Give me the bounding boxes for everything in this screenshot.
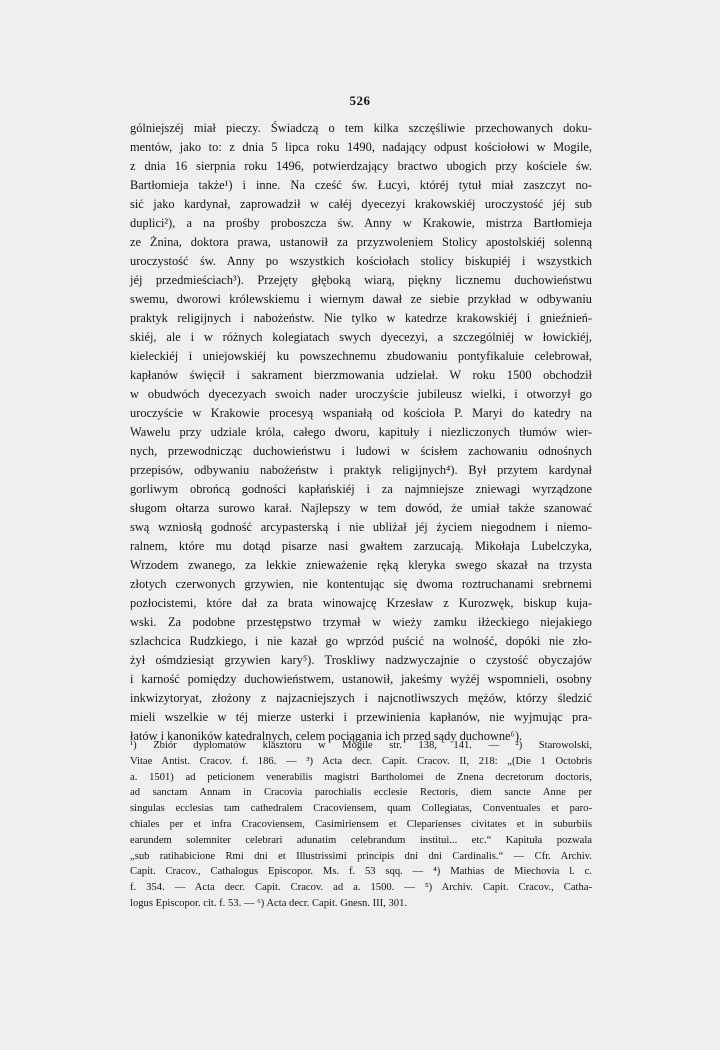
text-line: uroczyście w Krakowie procesyą wspaniałą od kościoła P. Maryi do katedry na	[130, 406, 592, 420]
footnote-line: Capit. Cracov., Cathalogus Episcopor. Ms. f. 53 sqq. — ⁴) Mathias de Miechovia l. c.	[130, 866, 592, 878]
footnote-line: „sub ratihabicione Rmi dni et Illustrissimi principis dni dni Cardinalis.“ — Cfr. Archiv.	[130, 850, 592, 862]
footnote-line: ¹) Zbiór dyplomatów klasztoru w Mogile str. 138, 141. — ²) Starowolski,	[130, 740, 592, 751]
text-line: żył ośmdziesiąt grzywien kary⁵). Troskliwy nadzwyczajnie o czystość obyczajów	[130, 653, 592, 667]
footnote-line: f. 354. — Acta decr. Capit. Cracov. ad a. 1500. — ⁵) Archiv. Capit. Cracov., Catha-	[130, 882, 592, 894]
text-line: mieli wszelkie w téj mierze usterki i przewinienia kapłanów, nie wyjmując pra-	[130, 710, 592, 724]
footnote-line: singulas ecclesias tam cathedralem Cracoviensem, quam Collegiatas, Conventuales et paro-	[130, 803, 592, 815]
text-line: ralnem, które mu dotąd pisarze nasi gwałtem zarzucają. Mikołaja Lubelczyka,	[130, 539, 592, 553]
footnotes	[130, 738, 592, 912]
text-line: skiéj, ale i w różnych kolegiatach swych dyecezyi, a szczególniéj w łowickiéj,	[130, 330, 592, 344]
text-line: jéj przedmieściach³). Przejęty głęboką wiarą, piękny licznemu duchowieństwu	[130, 273, 592, 287]
text-line: złotych czerwonych grzywien, nie kontentując się dwoma roztruchanami srebrnemi	[130, 577, 592, 591]
text-line: swą wzniosłą godność arcypasterską i nie ubliżał jéj życiem niegodnem i niemo-	[130, 520, 592, 534]
text-line: ze Żnina, doktora prawa, ustanowił za przyzwoleniem Stolicy apostolskiéj solenną	[130, 235, 592, 249]
footnote-line: Vitae Antist. Cracov. f. 186. — ³) Acta decr. Capit. Cracov. II, 218: „(Die 1 Octobris	[130, 755, 592, 767]
text-line: kapłanów święcił i sakrament bierzmowania udzielał. W roku 1500 obchodził	[130, 368, 592, 382]
text-line: mentów, jako to: z dnia 5 lipca roku 1490, nadający odpust kościołowi w Mogile,	[130, 140, 592, 154]
text-line: swemu, dworowi królewskiemu i wiernym dawał ze siebie przykład w odbywaniu	[130, 292, 592, 306]
text-line: i karność pomiędzy duchowieństwem, ustanowił, jakeśmy wyżéj wspomnieli, osobny	[130, 672, 592, 686]
footnote-line: logus Episcopor. cit. f. 53. — ⁶) Acta decr. Capit. Gnesn. III, 301.	[130, 897, 408, 909]
main-text	[130, 119, 592, 746]
footnote-line: ad sanctam Annam in Cracovia parochialis ecclesie Rectoris, diem sancte Anne per	[130, 787, 592, 799]
text-line: Wawelu przy udziale króla, całego dworu, kapituły i niezliczonych tłumów wier-	[130, 425, 592, 439]
text-line: sić jako kardynał, zaprowadził w całéj dyecezyi krakowskiéj uroczystość jéj sub	[130, 197, 592, 211]
text-line: duplici²), a na prośby proboszcza św. Anny w Krakowie, mistrza Bartłomieja	[130, 216, 592, 230]
text-line: z dnia 16 sierpnia roku 1496, potwierdzający bractwo ubogich przy kościele św.	[130, 159, 592, 173]
text-line: łatów i kanoników katedralnych, celem pociągania ich przed sądy duchowne⁶).	[130, 729, 523, 743]
text-line: gólniejszéj miał pieczy. Świadczą o tem kilka szczęśliwie przechowanych doku-	[130, 121, 592, 135]
footnote-line: a. 1501) ad peticionem venerabilis magistri Bartholomei de Znena decretorum doctoris,	[130, 771, 592, 783]
text-line: Wrzodem zwanego, za lekkie znieważenie ręką kleryka swego skazał na trzysta	[130, 558, 592, 572]
text-line: kieleckiéj i uniejowskiéj ku powszechnemu zbudowaniu pontyfikaluie celebrował,	[130, 349, 592, 363]
text-line: inkwizytoryat, złożony z najzacniejszych i najcnotliwszych mężów, którzy śledzić	[130, 691, 592, 705]
footnote-line: earundem solemniter celebrari adunatim celebrandum institui... etc.“ Kapituła pozwala	[130, 834, 592, 846]
text-line: uroczystość św. Anny po wszystkich kościołach stolicy biskupiéj i wszystkich	[130, 254, 592, 268]
text-line: przepisów, odbywaniu nabożeństw i praktyk religijnych⁴). Był przytem kardynał	[130, 463, 592, 477]
text-line: praktyk religijnych i nabożeństw. Nie tylko w katedrze krakowskiéj i gnieźnień-	[130, 311, 592, 325]
text-line: gorliwym obrońcą godności kapłańskiéj i za najmniejsze zniewagi wyrządzone	[130, 482, 592, 496]
text-line: wski. Za podobne przestępstwo trzymał w wieży zamku iłżeckiego niejakiego	[130, 615, 592, 629]
footnote-line: chiales per et infra Cracoviensem, Casimiriensem et Cleparienses civitates et in suburbiis	[130, 818, 592, 830]
text-line: w obudwóch dyecezyach swoich nader uroczyście jubileusz wielki, i otworzył go	[130, 387, 592, 401]
text-line: szlachcica Rudzkiego, i nie kazał go wprzód puścić na wolność, dopóki nie zło-	[130, 634, 592, 648]
page-number: 526	[349, 93, 371, 108]
text-line: nych, przewodnicząc duchowieństwu i ludowi w ścisłem zachowaniu odnośnych	[130, 444, 592, 458]
text-line: pozłocistemi, które dał za brata winowajcę Krzesław z Kurozwęk, biskup kuja-	[130, 596, 592, 610]
text-line: Bartłomieja także¹) i inne. Na cześć św. Łucyi, któréj tytuł miał zaszczyt no-	[130, 178, 592, 192]
text-line: sługom ołtarza surowo karał. Najlepszy w tem dowód, że umiał także szanować	[130, 501, 592, 515]
